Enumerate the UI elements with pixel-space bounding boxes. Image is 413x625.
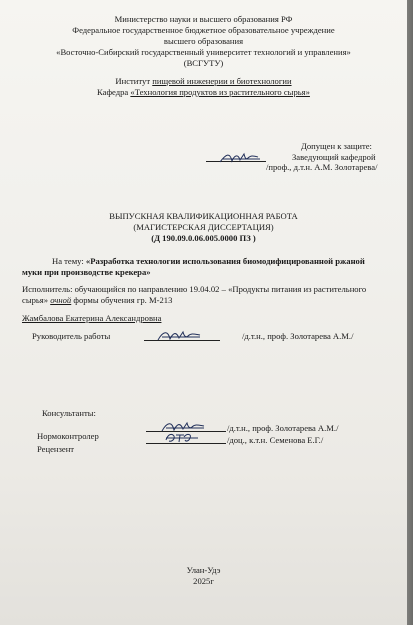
supervisor-label: Руководитель работы [32,331,111,341]
department-prefix: Кафедра [97,87,131,97]
topic-prefix: На тему: [52,256,86,266]
study-form: очной [50,295,72,305]
work-subtype: (МАГИСТЕРСКАЯ ДИССЕРТАЦИЯ) [133,222,274,232]
institute-prefix: Институт [115,76,153,86]
institution-type-line: Федеральное государственное бюджетное образовательное учреждение [72,25,335,35]
performer-name: Жамбалова Екатерина Александровна [22,313,162,323]
approval-admitted: Допущен к защите: [301,141,372,151]
education-level-line: высшего образования [163,36,244,46]
topic-title-part-2: муки при производстве крекера» [22,267,151,277]
performer-direction-tail: сырья» [22,295,51,305]
reviewer-name: /доц., к.т.н. Семенова Е.Г./ [227,435,324,445]
reviewer-label: Рецензент [37,444,75,454]
city: Улан-Удэ [186,565,221,575]
institute-name: пищевой инженерии и биотехнологии [152,76,292,86]
reviewer-signature [162,430,202,445]
department-name: «Технология продуктов из растительного сырья» [130,87,310,97]
consultants-label: Консультанты: [42,408,96,418]
approval-head-title: Заведующий кафедрой [292,152,376,162]
approval-head-name: /проф., д.т.н. А.М. Золотарева/ [266,162,378,172]
topic-line-1 [52,256,365,266]
university-abbreviation: (ВСГУТУ) [183,58,224,68]
institute-line [0,76,407,86]
ministry-line: Министерство науки и высшего образования РФ [114,14,293,24]
work-code: (Д 190.09.0.06.005.0000 ПЗ ) [151,233,256,243]
performer-group: формы обучения гр. М-213 [71,295,173,305]
performer-line-2 [22,295,172,305]
university-name: «Восточно-Сибирский государственный университет технологий и управления» [56,47,351,57]
normcontroller-name: /д.т.н., проф. Золотарева А.М./ [227,423,339,433]
performer-line-1: Исполнитель: обучающийся по направлению 19.04.02 – «Продукты питания из растительного [22,284,367,294]
supervisor-name: /д.т.н., проф. Золотарева А.М./ [242,331,354,341]
department-line [0,87,407,97]
approval-signature [218,150,264,165]
page-edge-shadow [407,0,413,625]
topic-title-part-1: «Разработка технологии использования биомодифицированной ржаной [85,256,365,266]
work-type: ВЫПУСКНАЯ КВАЛИФИКАЦИОННАЯ РАБОТА [109,211,298,221]
normcontroller-label: Нормоконтролер [37,431,99,441]
supervisor-signature [156,328,204,343]
year: 2025г [193,576,214,586]
